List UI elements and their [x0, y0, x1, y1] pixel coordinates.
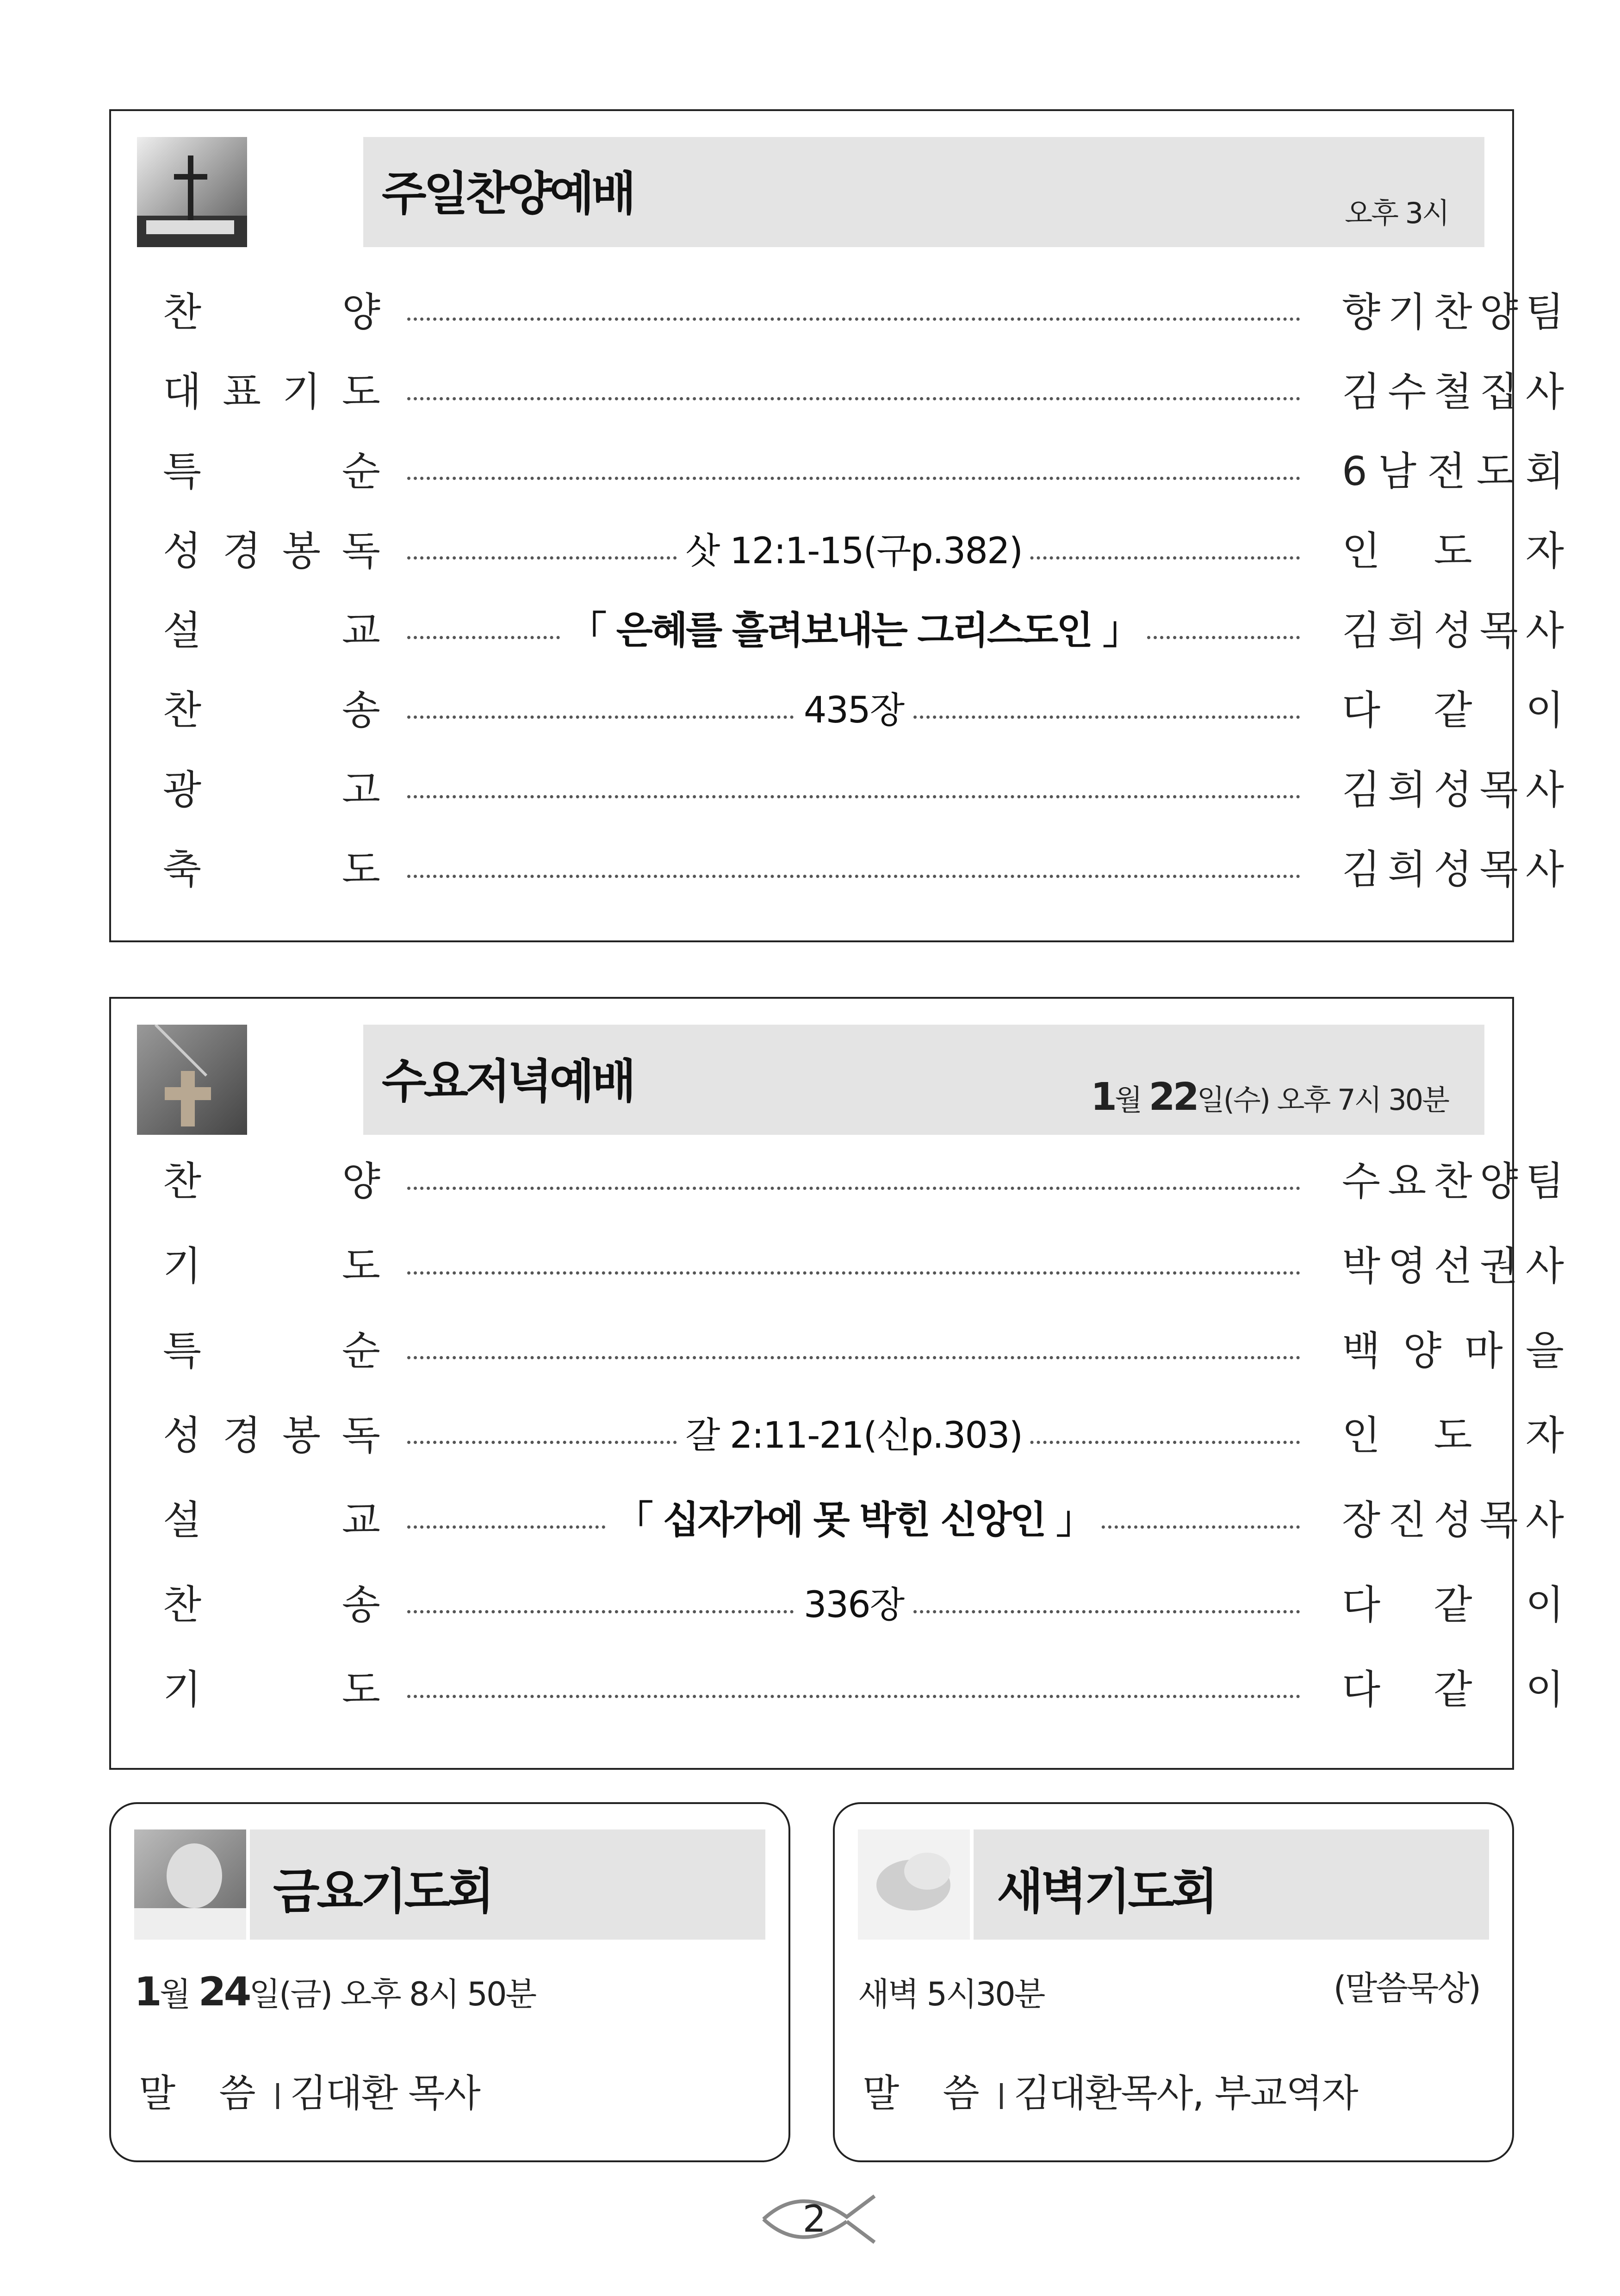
- leader-dots: [407, 1187, 1300, 1190]
- order-label-char: 성: [163, 1412, 202, 1459]
- order-label-char: 특: [163, 448, 202, 495]
- order-person-char: 이: [1525, 687, 1564, 734]
- order-row: [111, 1577, 1564, 1633]
- friday-title: 금요기도회: [273, 1863, 492, 1920]
- order-content: 「 십자가에 못 박힌 신앙인 」: [407, 1493, 1300, 1549]
- order-content: 435장: [407, 683, 1300, 738]
- order-person: [1342, 285, 1564, 340]
- order-person-char: 수: [1388, 369, 1427, 415]
- order-person-char: 요: [1388, 1158, 1427, 1205]
- order-person-char: 기: [1388, 289, 1427, 336]
- order-person-char: 희: [1388, 767, 1427, 813]
- order-person-char: 선: [1434, 1243, 1472, 1289]
- order-person-char: 다: [1342, 1582, 1381, 1628]
- order-label: [163, 1323, 380, 1379]
- friday-header: [250, 1829, 765, 1940]
- order-label: [163, 762, 380, 818]
- order-label: [163, 842, 380, 897]
- friday-speaker: 말 씀 김대환 목사: [139, 2072, 480, 2116]
- dawn-header: [974, 1829, 1489, 1940]
- order-person-char: 김: [1342, 369, 1381, 415]
- order-person-char: 인: [1342, 528, 1381, 574]
- order-person-char: 팀: [1525, 289, 1564, 336]
- order-label-char: 양: [341, 1158, 380, 1205]
- order-row: [111, 1493, 1564, 1548]
- order-person-char: 향: [1342, 289, 1381, 336]
- order-person-char: 목: [1479, 767, 1518, 813]
- order-person-char: 팀: [1525, 1158, 1564, 1205]
- order-person-char: 김: [1342, 767, 1381, 813]
- leader-dots: [407, 477, 1300, 480]
- order-label-char: 찬: [163, 1158, 202, 1205]
- sunday-title: 주일찬양예배: [382, 167, 633, 221]
- order-person-char: 성: [1434, 767, 1472, 813]
- order-person: [1342, 444, 1564, 499]
- order-person-char: 을: [1525, 1328, 1564, 1374]
- order-label-char: 도: [341, 1243, 380, 1289]
- order-label-char: 순: [341, 1328, 380, 1374]
- order-person-char: 회: [1525, 448, 1564, 495]
- order-person-char: 자: [1525, 528, 1564, 574]
- order-person-char: 사: [1525, 369, 1564, 415]
- order-person-char: 수: [1342, 1158, 1381, 1205]
- order-label: [163, 1154, 380, 1209]
- dawn-prayer-box: [833, 1802, 1514, 2162]
- order-label: [163, 1408, 380, 1463]
- order-row: [111, 1154, 1564, 1209]
- order-person-char: 성: [1434, 1497, 1472, 1543]
- order-person-char: 다: [1342, 687, 1381, 734]
- folded-hands-photo-icon: [858, 1829, 970, 1940]
- order-label-char: 독: [341, 1412, 380, 1459]
- order-person-char: 양: [1479, 289, 1518, 336]
- order-label: [163, 1238, 380, 1294]
- dawn-time: 새벽 5시30분: [858, 1975, 1044, 2013]
- order-person: [1342, 762, 1564, 818]
- order-person-char: 김: [1342, 846, 1381, 893]
- order-person-char: 같: [1434, 687, 1472, 734]
- leader-dots: [407, 1356, 1300, 1359]
- order-person-char: 전: [1427, 448, 1466, 495]
- order-person-char: 집: [1479, 369, 1518, 415]
- order-person-char: 희: [1388, 608, 1427, 654]
- order-person-char: 김: [1342, 608, 1381, 654]
- cross-photo-icon: [137, 137, 247, 247]
- friday-prayer-box: [109, 1802, 790, 2162]
- dawn-speaker: 말 씀 김대환목사, 부교역자: [863, 2072, 1358, 2116]
- order-label-char: 봉: [282, 1412, 321, 1459]
- order-person-char: 찬: [1434, 1158, 1472, 1205]
- order-person-char: 사: [1525, 767, 1564, 813]
- sunday-header: [363, 137, 1484, 247]
- order-row: [111, 285, 1564, 340]
- order-label: [163, 444, 380, 499]
- order-content: 「 은혜를 흘려보내는 그리스도인 」: [407, 603, 1300, 659]
- order-label: [163, 683, 380, 738]
- order-label-char: 양: [341, 289, 380, 336]
- order-person: [1342, 1408, 1564, 1463]
- wednesday-service-box: [109, 997, 1564, 1770]
- order-label-char: 축: [163, 846, 202, 893]
- order-person-char: 자: [1525, 1412, 1564, 1459]
- order-label-char: 도: [341, 369, 380, 415]
- order-person-char: 목: [1479, 1497, 1518, 1543]
- order-person: [1342, 1238, 1564, 1294]
- order-label: [163, 1493, 380, 1548]
- order-person-char: 박: [1342, 1243, 1381, 1289]
- order-label-char: 경: [222, 1412, 261, 1459]
- leader-dots: [407, 317, 1300, 321]
- page-number: 2: [802, 2197, 826, 2240]
- order-label-char: 순: [341, 448, 380, 495]
- order-row: [111, 523, 1564, 579]
- order-label-char: 설: [163, 608, 202, 654]
- order-person-char: 철: [1434, 369, 1472, 415]
- order-row: [111, 603, 1564, 659]
- order-person-char: 희: [1388, 846, 1427, 893]
- order-person: [1342, 1323, 1564, 1379]
- order-label-char: 기: [282, 369, 321, 415]
- order-person-char: 이: [1525, 1582, 1564, 1628]
- order-person-char: 진: [1388, 1497, 1427, 1543]
- order-label: [163, 1577, 380, 1633]
- order-row: [111, 762, 1564, 818]
- order-person-char: 목: [1479, 608, 1518, 654]
- order-label-char: 설: [163, 1497, 202, 1543]
- leader-dots: [407, 397, 1300, 400]
- order-person-char: 양: [1479, 1158, 1518, 1205]
- order-label-char: 도: [341, 846, 380, 893]
- order-row: [111, 842, 1564, 897]
- order-person-char: 장: [1342, 1497, 1381, 1543]
- order-person: [1342, 523, 1564, 579]
- order-content: 삿 12:1-15(구p.382): [407, 523, 1300, 579]
- order-person: [1342, 364, 1564, 420]
- order-label-char: 송: [341, 687, 380, 734]
- order-person-char: 같: [1434, 1667, 1472, 1713]
- order-label-char: 기: [163, 1243, 202, 1289]
- order-label-char: 특: [163, 1328, 202, 1374]
- order-label-char: 봉: [282, 528, 321, 574]
- order-person-char: 사: [1525, 1497, 1564, 1543]
- leader-dots: [407, 795, 1300, 798]
- order-person: [1342, 1662, 1564, 1717]
- order-person-char: 사: [1525, 846, 1564, 893]
- order-person-char: 다: [1342, 1667, 1381, 1713]
- order-person-char: 목: [1479, 846, 1518, 893]
- order-label-char: 성: [163, 528, 202, 574]
- order-person-char: 도: [1434, 528, 1472, 574]
- page-number-fish: [759, 2189, 879, 2249]
- wednesday-header: [363, 1025, 1484, 1135]
- sunday-service-box: [109, 109, 1564, 942]
- order-person-char: 사: [1525, 1243, 1564, 1289]
- order-person: [1342, 683, 1564, 738]
- order-person: [1342, 842, 1564, 897]
- order-person-char: 남: [1378, 448, 1417, 495]
- order-person-char: 영: [1388, 1243, 1427, 1289]
- cross-necklace-photo-icon: [137, 1025, 247, 1135]
- order-row: [111, 1408, 1564, 1463]
- order-content: 갈 2:11-21(신p.303): [407, 1408, 1300, 1463]
- order-content: 336장: [407, 1577, 1300, 1633]
- order-person-char: 도: [1434, 1412, 1472, 1459]
- wednesday-title: 수요저녁예배: [382, 1054, 633, 1108]
- order-row: [111, 1323, 1564, 1379]
- order-label-char: 광: [163, 767, 202, 813]
- order-person-char: 권: [1479, 1243, 1518, 1289]
- order-label: [163, 523, 380, 579]
- order-person: [1342, 1577, 1564, 1633]
- order-person-char: 찬: [1434, 289, 1472, 336]
- order-label-char: 표: [222, 369, 261, 415]
- order-label-char: 교: [341, 1497, 380, 1543]
- order-label: [163, 364, 380, 420]
- order-person-char: 사: [1525, 608, 1564, 654]
- wednesday-time: 1월 22일(수) 오후 7시 30분: [1090, 1075, 1448, 1119]
- order-label-char: 독: [341, 528, 380, 574]
- order-person-char: 인: [1342, 1412, 1381, 1459]
- order-row: [111, 1238, 1564, 1294]
- leader-dots: [407, 875, 1300, 878]
- order-person: [1342, 1493, 1564, 1548]
- order-row: [111, 364, 1564, 420]
- order-label-char: 찬: [163, 289, 202, 336]
- order-label: [163, 1662, 380, 1717]
- order-row: [111, 444, 1564, 499]
- praying-hands-photo-icon: [134, 1829, 246, 1940]
- order-person-char: 마: [1464, 1328, 1503, 1374]
- order-label-char: 기: [163, 1667, 202, 1713]
- order-person: [1342, 603, 1564, 659]
- order-person-char: 6: [1342, 448, 1367, 495]
- order-label-char: 찬: [163, 1582, 202, 1628]
- leader-dots: [407, 1271, 1300, 1275]
- order-person: [1342, 1154, 1564, 1209]
- order-label-char: 도: [341, 1667, 380, 1713]
- order-row: [111, 1662, 1564, 1717]
- order-label-char: 경: [222, 528, 261, 574]
- order-label: [163, 285, 380, 340]
- order-person-char: 백: [1342, 1328, 1381, 1374]
- dawn-title: 새벽기도회: [997, 1863, 1216, 1920]
- sunday-time: 오후 3시: [1345, 196, 1448, 230]
- order-person-char: 성: [1434, 846, 1472, 893]
- order-label: [163, 603, 380, 659]
- order-person-char: 양: [1403, 1328, 1442, 1374]
- order-person-char: 같: [1434, 1582, 1472, 1628]
- order-label-char: 찬: [163, 687, 202, 734]
- order-person-char: 도: [1476, 448, 1515, 495]
- friday-date: 1월 24일(금) 오후 8시 50분: [134, 1969, 536, 2015]
- order-label-char: 송: [341, 1582, 380, 1628]
- dawn-note: (말씀묵상): [1333, 1969, 1480, 2008]
- order-label-char: 교: [341, 608, 380, 654]
- order-label-char: 고: [341, 767, 380, 813]
- order-person-char: 이: [1525, 1667, 1564, 1713]
- order-person-char: 성: [1434, 608, 1472, 654]
- leader-dots: [407, 1695, 1300, 1698]
- order-label-char: 대: [163, 369, 202, 415]
- order-row: [111, 683, 1564, 738]
